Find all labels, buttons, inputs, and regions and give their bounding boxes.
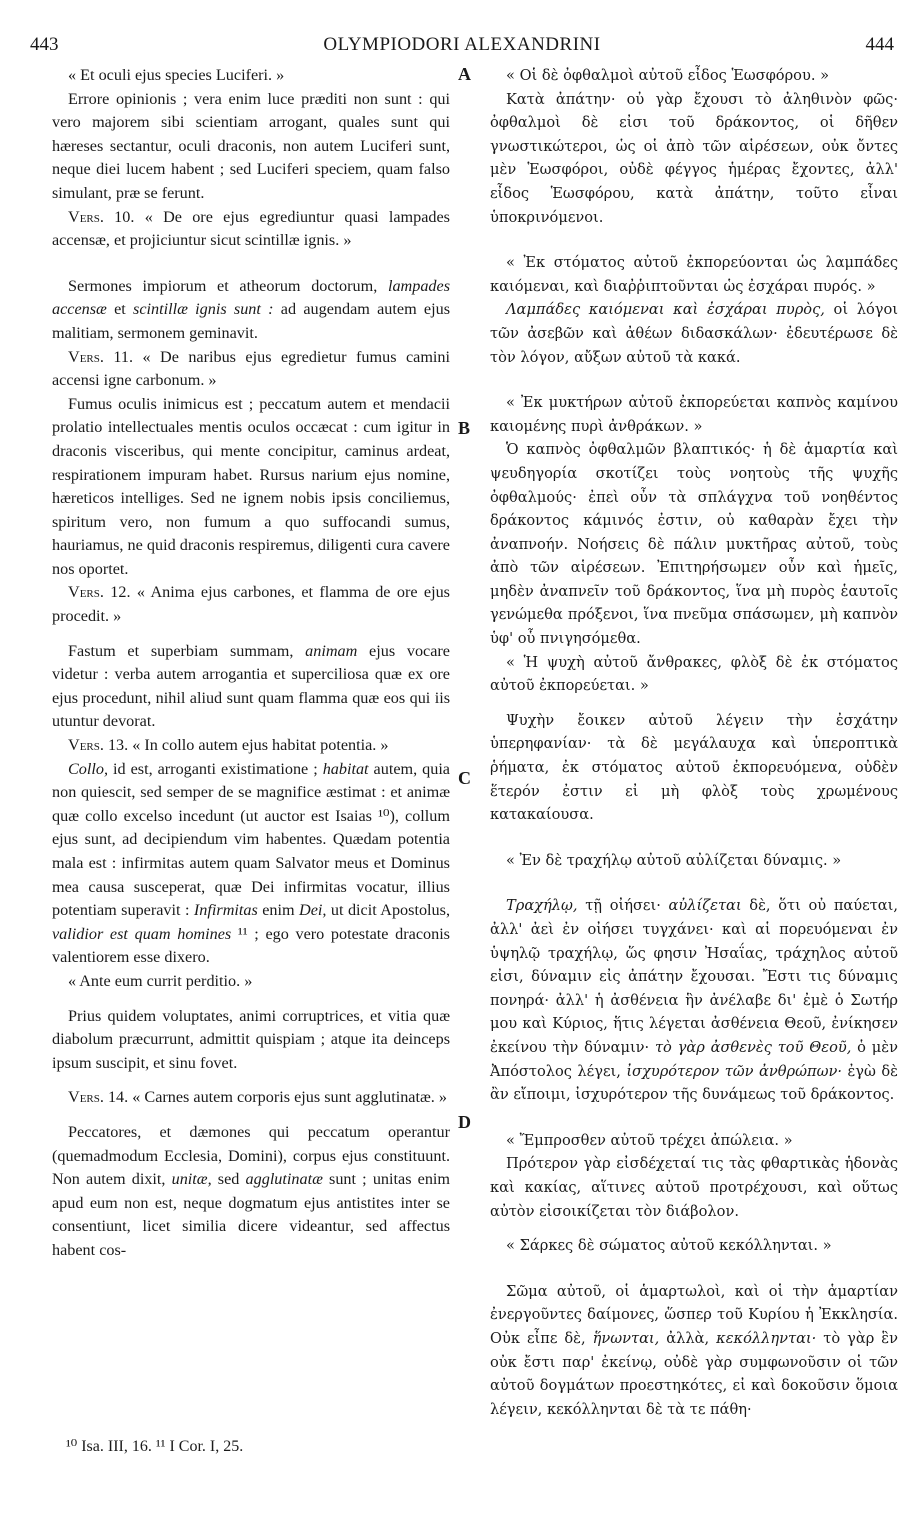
paragraph: « Et oculi ejus species Luciferi. » [68, 66, 285, 84]
paragraph: Κατὰ ἀπάτην· οὐ γὰρ ἔχουσι τὸ ἀληθινὸν φῶς· ὀφθαλμοὶ δὲ εἰσι τοῦ δράκοντος, οἱ δῆθεν γνωστικώτεροι, ὡς οἱ ἀπὸ τῶν αἱρέσεων, οὐκ ὄντες μὲν Ἑωσφόροι, οὐδὲ φέγγος ἡμέρας ἔχοντες, ἀλλ' εἶδος Ἑωσφόρου, κατὰ ἀπάτην, τοῦτο εἶναι ὑποκρινόμενοι. [490, 90, 898, 226]
paragraph: Λαμπάδες καιόμεναι καὶ ἐσχάραι πυρὸς, οἱ λόγοι τῶν ἀσεβῶν καὶ ἀθέων διδασκάλων· ἐδευτέρωσε δὲ τὸν λόγον, αὔξων αὐτοῦ τὰ κακά. [490, 301, 898, 366]
paragraph: Collo, id est, arroganti existimatione ; habitat autem, quia non quiescit, sed semper de se magnifice æstimat : et animæ quæ collo excelso incedunt (ut auctor est Isaias ¹⁰), collum ejus sunt, ad decipiendum vim habentes. Quædam potentia mala est : infirmitas autem quam Salvator meus et Dominus mea causa susceperat, quæ Dei infirmitas vocatur, illius potentiam superavit : Infirmitas enim Dei, ut dicit Apostolus, validior est quam homines ¹¹ ; ego vero potestate draconis valentiorem esse dixero. [52, 759, 450, 967]
paragraph: Fastum et superbiam summam, animam ejus vocare videtur : verba autem arrogantia et superciliosa quæ ex ore ejus procedunt, nihil aliud sunt quam flamma quæ eos qui iis utuntur devorat. [52, 641, 450, 731]
running-title: OLYMPIODORI ALEXANDRINI [323, 34, 601, 55]
paragraph: Ὁ καπνὸς ὀφθαλμῶν βλαπτικός· ἡ δὲ ἁμαρτία καὶ ψευδηγορία σκοτίζει τοὺς νοητοὺς τῆς ψυχῆς ὀφθαλμούς· ἐπεὶ οὖν τὰ σπλάγχνα τοῦ νοηθέντος δράκοντος κάμινός ἐστιν, οὐ καθαρὰν ἔχει τὴν ἀναπνοήν. Νοήσεις δὲ πάλιν μυκτῆρας αὐτοῦ, τοὺς ἀπὸ τῶν αἱρέσεων. Ἐπιτηρήσωμεν οὖν καὶ ἡμεῖς, μηδὲν ἀναπνεῖν τοῦ δράκοντος, ἵνα μὴ πυρὸς ἑαυτοῖς γενώμεθα πρόξενοι, ἵνα πνεῦμα σπάσωμεν, μὴ καπνὸν ὑφ' οὗ πνιγησόμεθα. [490, 441, 898, 648]
paragraph: Fumus oculis inimicus est ; peccatum autem et mendacii prolatio intellectuales mentis oculos occæcat : cum igitur in draconis visceribus, qui mente concipitur, caminus ardeat, respirationem impuram habet. Rursus narium ejus nomine, hæreticos intelliges. Sed ne ignem nobis ipsis conciliemus, spiritum vero, non fumum a quo suffocandi sumus, hauriamus, ne quid draconis respiremus, diligenti cura cavere nos oportet. [52, 394, 450, 578]
margin-marker-a: A [458, 64, 471, 84]
paragraph: Τραχήλῳ, τῇ οἰήσει· αὐλίζεται δὲ, ὅτι οὐ παύεται, ἀλλ' ἀεὶ ἐν οἰήσει τυγχάνει· καὶ αἱ πορευόμεναι ἐν ὑψηλῷ τραχήλῳ, ὥς φησιν Ἠσαΐας, τράχηλος αὐτοῦ εἰσι, δύναμιν εἰς ἀπάτην ἔχουσαι. Ἔστι τις δύναμις πονηρά· ἀλλ' ἡ ἀσθένεια ἣν ἀνέλαβε δι' ἐμὲ ὁ Σωτήρ μου καὶ Κύριος, ἥτις λέγεται ἀσθένεια Θεοῦ, ἐνίκησεν ἐκείνου τὴν δύναμιν· τὸ γὰρ ἀσθενὲς τοῦ Θεοῦ, ὁ μὲν Ἀπόστολος λέγει, ἰσχυρότερον τῶν ἀνθρώπων· ἐγὼ δὲ ἂν εἴποιμι, ἰσχυρότερον τῆς δυνάμεως τοῦ δράκοντος. [490, 897, 898, 1104]
verse-heading: « Ἔμπροσθεν αὐτοῦ τρέχει ἀπώλεια. » [506, 1131, 793, 1149]
paragraph: Prius quidem voluptates, animi corruptrices, et vitia quæ diabolum præcurrunt, admittit quispiam ; atque ita deinceps ipsum suscipit, et sinu fovet. [52, 1006, 450, 1072]
verse-heading: « Σάρκες δὲ σώματος αὐτοῦ κεκόλληνται. » [506, 1237, 832, 1255]
paragraph: Πρότερον γὰρ εἰσδέχεταί τις τὰς φθαρτικὰς ἡδονὰς καὶ κακίας, αἵτινες αὐτοῦ προτρέχουσι, καὶ οὕτως αὐτὸν εἰσοικίζεται τὸν διάβολον. [490, 1155, 898, 1220]
paragraph: Errore opinionis ; vera enim luce præditi non sunt : qui vero majorem sibi scientiam arrogant, quales sunt qui hæreses sectantur, oculi draconis, non autem Luciferi sunt, neque diei lucem habent ; sed Luciferi speciem, quam falso simulant, præ se ferunt. [52, 89, 450, 202]
margin-marker-d: D [458, 1112, 471, 1132]
margin-marker-b: B [458, 418, 471, 438]
verse-heading: « Ἐκ στόματος αὐτοῦ ἐκπορεύονται ὡς λαμπάδες καιόμεναι, καὶ διαῤῥιπτοῦνται ὡς ἐσχάραι πυρός. » [490, 254, 898, 295]
verse-heading: « Ἡ ψυχὴ αὐτοῦ ἄνθρακες, φλὸξ δὲ ἐκ στόματος αὐτοῦ ἐκπορεύεται. » [490, 653, 898, 695]
page-number-right: 444 [865, 34, 894, 55]
paragraph: Σῶμα αὐτοῦ, οἱ ἁμαρτωλοὶ, καὶ οἱ τὴν ἁμαρτίαν ἐνεργοῦντες δαίμονες, ὥσπερ τοῦ Κυρίου ἡ Ἐκκλησία. Οὐκ εἶπε δὲ, ἥνωνται, ἀλλὰ, κεκόλληνται· τὸ γὰρ ἓν οὐκ ἔστι παρ' ἐκείνῳ, οὐδὲ γὰρ συμφωνοῦσιν οἱ τῶν αὐτοῦ δογμάτων προεστηκότες, εἰ καὶ δοκοῦσιν ὅμοια λέγειν, κεκόλληνται δὲ τὰ τε πάθη· [490, 1282, 898, 1418]
greek-column [490, 64, 898, 1421]
verse-heading: Vers. 10. « De ore ejus egrediuntur quasi lampades accensæ, et projiciuntur sicut scintillæ ignis. » [52, 207, 450, 250]
verse-heading: Vers. 13. « In collo autem ejus habitat potentia. » [68, 736, 389, 755]
paragraph: « Οἱ δὲ ὀφθαλμοὶ αὐτοῦ εἶδος Ἑωσφόρου. » [506, 67, 830, 84]
page-number-left: 443 [30, 34, 59, 55]
verse-heading: « Ἐκ μυκτήρων αὐτοῦ ἐκπορεύεται καπνὸς καμίνου καιομένης πυρὶ ἀνθράκων. » [490, 394, 898, 435]
paragraph: Peccatores, et dæmones qui peccatum operantur (quemadmodum Ecclesia, Domini), corpus ejus constituunt. Non autem dixit, unitæ, sed agglutinatæ sunt ; unitas enim apud eum non est, neque dogmatum ejus antistites inter se consentiunt, licet similia dicere videantur, sed affectus habent cos- [52, 1122, 451, 1259]
verse-heading: Vers. 14. « Carnes autem corporis ejus sunt agglutinatæ. » [68, 1088, 447, 1107]
verse-heading: « Ἐν δὲ τραχήλῳ αὐτοῦ αὐλίζεται δύναμις. » [506, 851, 842, 869]
latin-column [52, 64, 450, 1263]
page-header [30, 34, 894, 68]
footnotes: ¹⁰ Isa. III, 16. ¹¹ I Cor. I, 25. [66, 1438, 244, 1455]
margin-marker-c: C [458, 768, 471, 788]
verse-heading: Vers. 11. « De naribus ejus egredietur fumus camini accensi igne carbonum. » [52, 347, 450, 390]
paragraph: Sermones impiorum et atheorum doctorum, lampades accensæ et scintillæ ignis sunt : ad augendam autem ejus malitiam, sermonem geminavit. [52, 276, 450, 342]
verse-heading: Vers. 12. « Anima ejus carbones, et flamma de ore ejus procedit. » [52, 583, 450, 626]
paragraph: Ψυχὴν ἔοικεν αὐτοῦ λέγειν τὴν ἐσχάτην ὑπερηφανίαν· τὰ δὲ μεγάλαυχα καὶ ὑπεροπτικὰ ῥήματα, ἐκ στόματος αὐτοῦ ἐκπορευόμενα, οὐδὲν ἕτερόν ἐστιν εἰ μὴ φλὸξ τοὺς χρωμένους κατακαίουσα. [490, 711, 898, 824]
paragraph: « Ante eum currit perditio. » [68, 971, 253, 990]
